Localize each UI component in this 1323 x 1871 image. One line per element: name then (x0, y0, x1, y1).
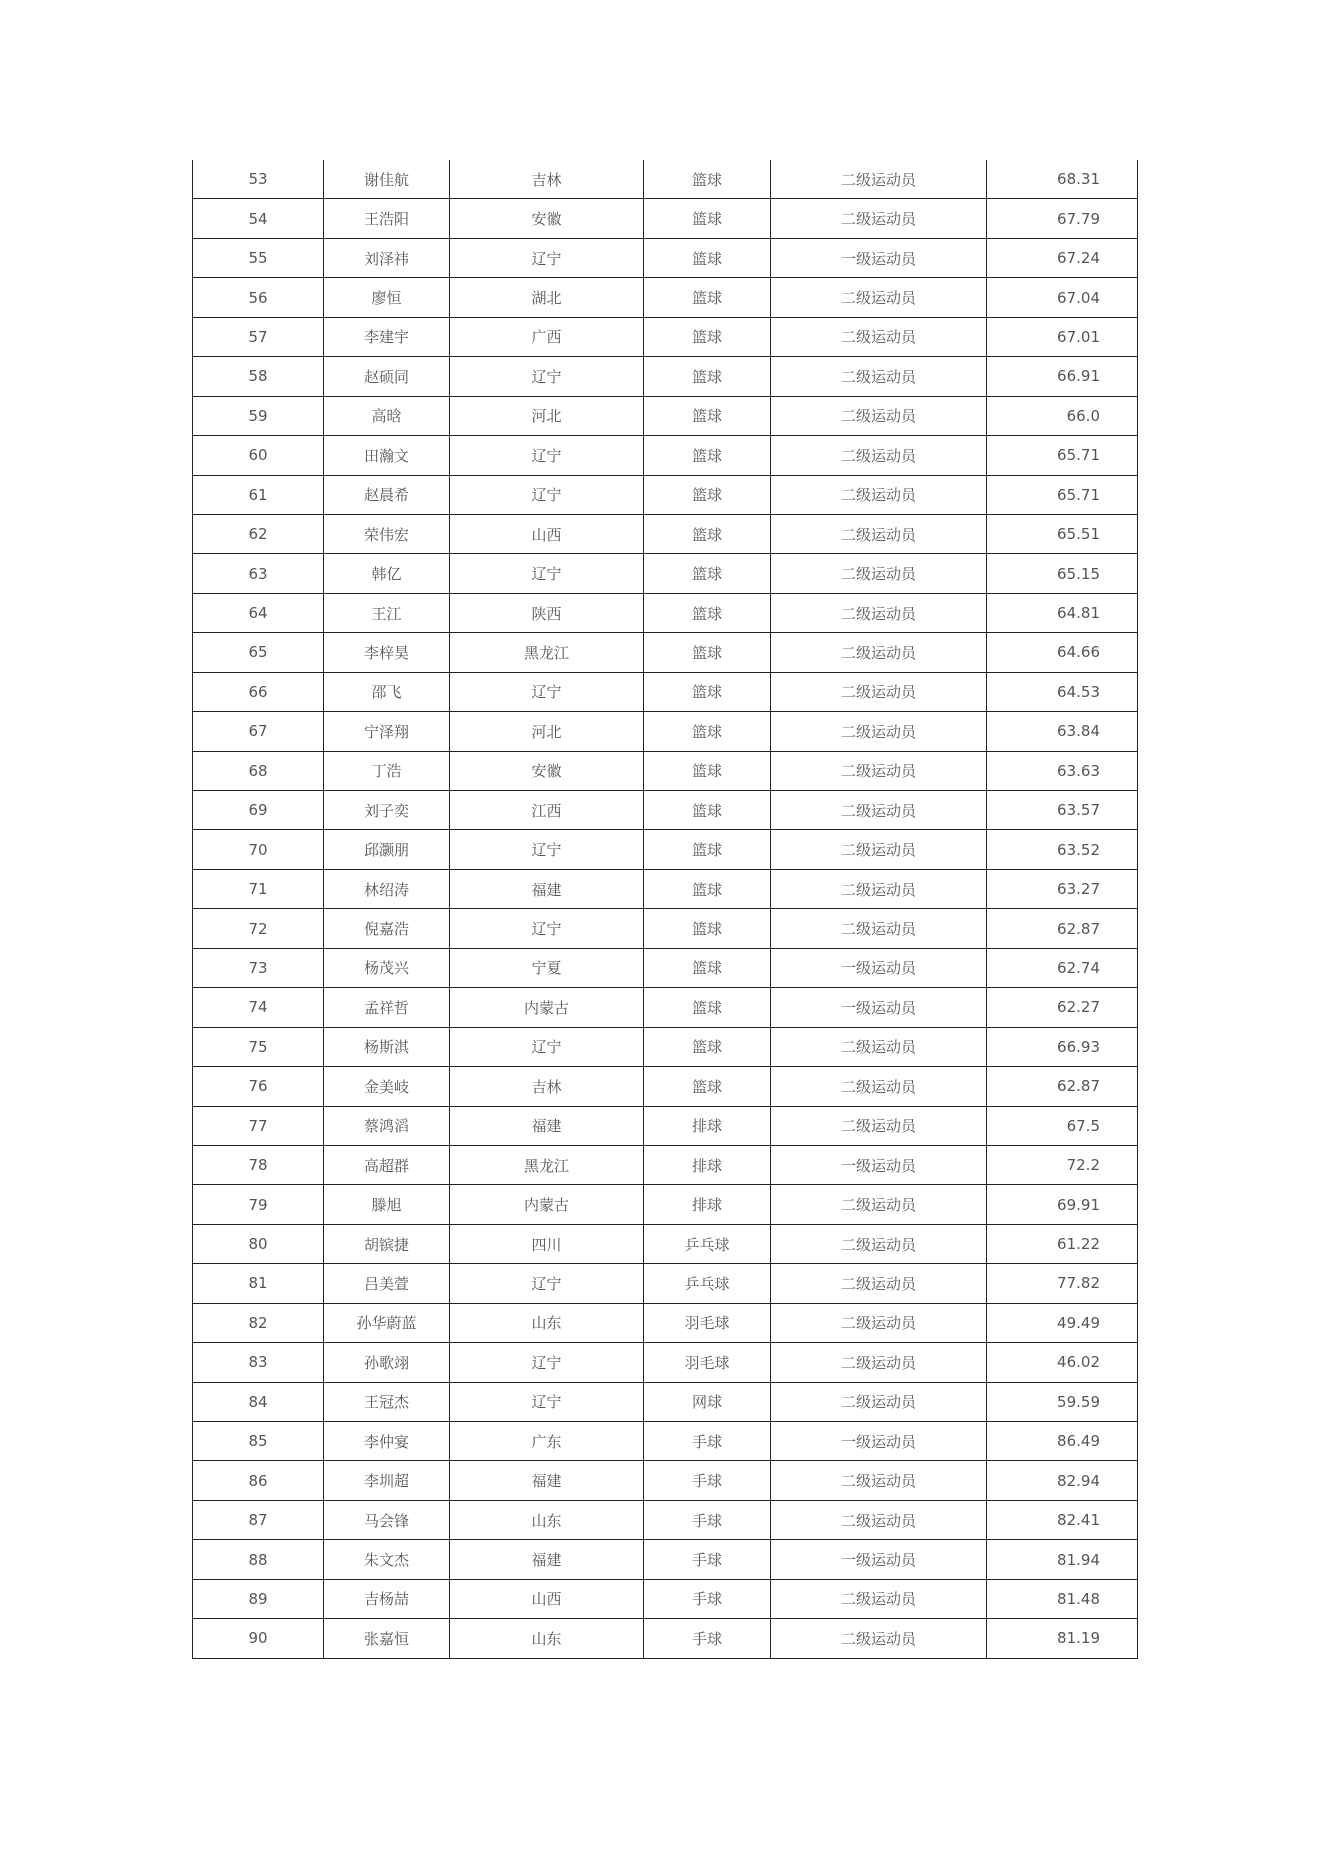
cell-level: 二级运动员 (771, 869, 987, 908)
table-row (193, 238, 1138, 277)
cell-number: 79 (193, 1185, 324, 1224)
cell-number: 60 (193, 436, 324, 475)
cell-level: 二级运动员 (771, 1382, 987, 1421)
cell-province: 宁夏 (450, 948, 644, 987)
cell-score: 62.74 (987, 948, 1138, 987)
cell-name: 王江 (324, 593, 450, 632)
cell-number: 89 (193, 1579, 324, 1618)
table-row (193, 1224, 1138, 1263)
cell-level: 一级运动员 (771, 1540, 987, 1579)
cell-name: 丁浩 (324, 751, 450, 790)
cell-sport: 羽毛球 (644, 1343, 771, 1382)
cell-sport: 羽毛球 (644, 1303, 771, 1342)
table-row (193, 751, 1138, 790)
cell-score: 62.27 (987, 988, 1138, 1027)
cell-sport: 篮球 (644, 514, 771, 553)
cell-province: 辽宁 (450, 830, 644, 869)
cell-number: 63 (193, 554, 324, 593)
cell-province: 福建 (450, 1461, 644, 1500)
cell-name: 孙歌翊 (324, 1343, 450, 1382)
cell-province: 福建 (450, 869, 644, 908)
cell-sport: 篮球 (644, 238, 771, 277)
cell-name: 孟祥哲 (324, 988, 450, 1027)
table-row (193, 633, 1138, 672)
table-row (193, 554, 1138, 593)
cell-score: 66.0 (987, 396, 1138, 435)
cell-score: 66.93 (987, 1027, 1138, 1066)
cell-level: 二级运动员 (771, 1500, 987, 1539)
cell-province: 安徽 (450, 751, 644, 790)
cell-number: 88 (193, 1540, 324, 1579)
cell-sport: 手球 (644, 1579, 771, 1618)
cell-score: 63.52 (987, 830, 1138, 869)
cell-province: 江西 (450, 791, 644, 830)
table-row (193, 1185, 1138, 1224)
cell-score: 59.59 (987, 1382, 1138, 1421)
cell-sport: 篮球 (644, 791, 771, 830)
cell-province: 辽宁 (450, 554, 644, 593)
cell-number: 84 (193, 1382, 324, 1421)
cell-province: 辽宁 (450, 672, 644, 711)
table-row (193, 1343, 1138, 1382)
cell-score: 64.81 (987, 593, 1138, 632)
cell-sport: 篮球 (644, 633, 771, 672)
cell-score: 65.51 (987, 514, 1138, 553)
table-row (193, 948, 1138, 987)
table-row (193, 1382, 1138, 1421)
cell-level: 二级运动员 (771, 1461, 987, 1500)
table-row (193, 1422, 1138, 1461)
cell-number: 81 (193, 1264, 324, 1303)
cell-number: 64 (193, 593, 324, 632)
cell-level: 二级运动员 (771, 396, 987, 435)
cell-province: 山东 (450, 1500, 644, 1539)
cell-sport: 篮球 (644, 1067, 771, 1106)
cell-province: 福建 (450, 1540, 644, 1579)
cell-number: 80 (193, 1224, 324, 1263)
cell-score: 72.2 (987, 1145, 1138, 1184)
table-row (193, 1264, 1138, 1303)
cell-sport: 篮球 (644, 278, 771, 317)
cell-province: 辽宁 (450, 1382, 644, 1421)
cell-name: 杨茂兴 (324, 948, 450, 987)
cell-sport: 篮球 (644, 909, 771, 948)
cell-score: 86.49 (987, 1422, 1138, 1461)
cell-level: 二级运动员 (771, 830, 987, 869)
cell-name: 廖恒 (324, 278, 450, 317)
cell-sport: 手球 (644, 1500, 771, 1539)
cell-score: 46.02 (987, 1343, 1138, 1382)
table-row (193, 317, 1138, 356)
cell-sport: 篮球 (644, 160, 771, 199)
cell-number: 71 (193, 869, 324, 908)
cell-province: 福建 (450, 1106, 644, 1145)
table-row (193, 357, 1138, 396)
cell-score: 65.71 (987, 436, 1138, 475)
cell-level: 二级运动员 (771, 357, 987, 396)
cell-name: 张嘉恒 (324, 1619, 450, 1658)
cell-name: 高超群 (324, 1145, 450, 1184)
cell-name: 刘子奕 (324, 791, 450, 830)
cell-level: 二级运动员 (771, 1303, 987, 1342)
cell-name: 胡镔捷 (324, 1224, 450, 1263)
cell-province: 吉林 (450, 1067, 644, 1106)
cell-level: 二级运动员 (771, 475, 987, 514)
cell-sport: 篮球 (644, 751, 771, 790)
cell-province: 辽宁 (450, 238, 644, 277)
cell-name: 孙华蔚蓝 (324, 1303, 450, 1342)
table-row (193, 712, 1138, 751)
cell-province: 辽宁 (450, 436, 644, 475)
table-body (193, 160, 1138, 1658)
cell-number: 86 (193, 1461, 324, 1500)
cell-score: 62.87 (987, 909, 1138, 948)
cell-province: 山西 (450, 1579, 644, 1618)
cell-province: 吉林 (450, 160, 644, 199)
cell-sport: 篮球 (644, 199, 771, 238)
cell-sport: 篮球 (644, 1027, 771, 1066)
cell-name: 蔡鸿滔 (324, 1106, 450, 1145)
cell-number: 82 (193, 1303, 324, 1342)
cell-name: 刘泽祎 (324, 238, 450, 277)
cell-sport: 篮球 (644, 357, 771, 396)
table-row (193, 830, 1138, 869)
cell-sport: 篮球 (644, 988, 771, 1027)
cell-score: 65.71 (987, 475, 1138, 514)
cell-score: 67.04 (987, 278, 1138, 317)
cell-name: 杨斯淇 (324, 1027, 450, 1066)
cell-level: 一级运动员 (771, 1145, 987, 1184)
cell-level: 二级运动员 (771, 278, 987, 317)
cell-level: 二级运动员 (771, 633, 987, 672)
cell-score: 67.24 (987, 238, 1138, 277)
cell-name: 金美岐 (324, 1067, 450, 1106)
cell-score: 68.31 (987, 160, 1138, 199)
cell-sport: 篮球 (644, 830, 771, 869)
table-row (193, 160, 1138, 199)
cell-province: 陕西 (450, 593, 644, 632)
cell-province: 辽宁 (450, 909, 644, 948)
cell-province: 黑龙江 (450, 633, 644, 672)
cell-province: 辽宁 (450, 1027, 644, 1066)
cell-name: 高晗 (324, 396, 450, 435)
table-row (193, 909, 1138, 948)
cell-level: 一级运动员 (771, 238, 987, 277)
athlete-score-table (192, 160, 1138, 1659)
cell-score: 63.84 (987, 712, 1138, 751)
cell-sport: 篮球 (644, 948, 771, 987)
cell-level: 二级运动员 (771, 672, 987, 711)
cell-score: 63.27 (987, 869, 1138, 908)
table-row (193, 1500, 1138, 1539)
cell-sport: 手球 (644, 1540, 771, 1579)
cell-province: 内蒙古 (450, 988, 644, 1027)
cell-number: 75 (193, 1027, 324, 1066)
cell-province: 辽宁 (450, 475, 644, 514)
cell-number: 67 (193, 712, 324, 751)
table-row (193, 475, 1138, 514)
cell-name: 滕旭 (324, 1185, 450, 1224)
cell-score: 81.19 (987, 1619, 1138, 1658)
cell-number: 76 (193, 1067, 324, 1106)
cell-level: 二级运动员 (771, 1067, 987, 1106)
cell-name: 李建宇 (324, 317, 450, 356)
cell-province: 广东 (450, 1422, 644, 1461)
cell-level: 二级运动员 (771, 1343, 987, 1382)
cell-number: 68 (193, 751, 324, 790)
cell-score: 63.57 (987, 791, 1138, 830)
cell-number: 90 (193, 1619, 324, 1658)
cell-number: 73 (193, 948, 324, 987)
cell-level: 二级运动员 (771, 909, 987, 948)
cell-sport: 排球 (644, 1185, 771, 1224)
cell-number: 56 (193, 278, 324, 317)
cell-province: 安徽 (450, 199, 644, 238)
cell-score: 67.79 (987, 199, 1138, 238)
cell-number: 65 (193, 633, 324, 672)
cell-sport: 篮球 (644, 396, 771, 435)
table-row (193, 1461, 1138, 1500)
cell-number: 57 (193, 317, 324, 356)
cell-province: 山西 (450, 514, 644, 553)
cell-number: 77 (193, 1106, 324, 1145)
cell-level: 二级运动员 (771, 751, 987, 790)
cell-number: 62 (193, 514, 324, 553)
cell-level: 二级运动员 (771, 1619, 987, 1658)
cell-number: 87 (193, 1500, 324, 1539)
cell-level: 二级运动员 (771, 514, 987, 553)
cell-name: 宁泽翔 (324, 712, 450, 751)
cell-number: 61 (193, 475, 324, 514)
cell-number: 83 (193, 1343, 324, 1382)
cell-province: 广西 (450, 317, 644, 356)
cell-score: 62.87 (987, 1067, 1138, 1106)
table-row (193, 1303, 1138, 1342)
cell-sport: 手球 (644, 1461, 771, 1500)
cell-level: 二级运动员 (771, 1106, 987, 1145)
table-row (193, 436, 1138, 475)
cell-level: 二级运动员 (771, 1264, 987, 1303)
cell-name: 李梓昊 (324, 633, 450, 672)
table-row (193, 514, 1138, 553)
cell-sport: 篮球 (644, 317, 771, 356)
cell-score: 82.41 (987, 1500, 1138, 1539)
table-row (193, 1540, 1138, 1579)
cell-sport: 排球 (644, 1106, 771, 1145)
cell-name: 李圳超 (324, 1461, 450, 1500)
cell-number: 59 (193, 396, 324, 435)
cell-level: 二级运动员 (771, 712, 987, 751)
cell-sport: 网球 (644, 1382, 771, 1421)
cell-level: 二级运动员 (771, 160, 987, 199)
cell-level: 一级运动员 (771, 948, 987, 987)
cell-name: 田瀚文 (324, 436, 450, 475)
cell-sport: 篮球 (644, 593, 771, 632)
cell-number: 66 (193, 672, 324, 711)
cell-province: 河北 (450, 396, 644, 435)
cell-sport: 乒乓球 (644, 1264, 771, 1303)
cell-province: 辽宁 (450, 1343, 644, 1382)
cell-score: 67.5 (987, 1106, 1138, 1145)
cell-number: 53 (193, 160, 324, 199)
cell-name: 王冠杰 (324, 1382, 450, 1421)
cell-score: 82.94 (987, 1461, 1138, 1500)
cell-level: 二级运动员 (771, 1185, 987, 1224)
cell-name: 林绍涛 (324, 869, 450, 908)
cell-province: 辽宁 (450, 1264, 644, 1303)
cell-level: 二级运动员 (771, 1027, 987, 1066)
cell-score: 66.91 (987, 357, 1138, 396)
table-row (193, 672, 1138, 711)
cell-sport: 篮球 (644, 672, 771, 711)
cell-score: 77.82 (987, 1264, 1138, 1303)
cell-score: 69.91 (987, 1185, 1138, 1224)
cell-name: 荣伟宏 (324, 514, 450, 553)
cell-number: 72 (193, 909, 324, 948)
cell-province: 辽宁 (450, 357, 644, 396)
cell-score: 81.48 (987, 1579, 1138, 1618)
table-row (193, 199, 1138, 238)
cell-level: 二级运动员 (771, 593, 987, 632)
cell-name: 倪嘉浩 (324, 909, 450, 948)
cell-level: 一级运动员 (771, 988, 987, 1027)
table-row (193, 869, 1138, 908)
cell-number: 58 (193, 357, 324, 396)
table-row (193, 593, 1138, 632)
cell-province: 四川 (450, 1224, 644, 1263)
cell-sport: 篮球 (644, 475, 771, 514)
table-row (193, 1619, 1138, 1658)
table-row (193, 791, 1138, 830)
cell-number: 78 (193, 1145, 324, 1184)
cell-sport: 乒乓球 (644, 1224, 771, 1263)
cell-name: 赵晨希 (324, 475, 450, 514)
cell-number: 70 (193, 830, 324, 869)
table-row (193, 396, 1138, 435)
table-row (193, 1067, 1138, 1106)
cell-province: 山东 (450, 1303, 644, 1342)
cell-name: 吉杨喆 (324, 1579, 450, 1618)
cell-province: 黑龙江 (450, 1145, 644, 1184)
cell-number: 85 (193, 1422, 324, 1461)
cell-province: 山东 (450, 1619, 644, 1658)
cell-sport: 手球 (644, 1422, 771, 1461)
cell-sport: 篮球 (644, 712, 771, 751)
cell-level: 二级运动员 (771, 554, 987, 593)
cell-name: 邱灏朋 (324, 830, 450, 869)
cell-score: 67.01 (987, 317, 1138, 356)
cell-sport: 篮球 (644, 554, 771, 593)
cell-number: 74 (193, 988, 324, 1027)
cell-level: 二级运动员 (771, 199, 987, 238)
cell-number: 55 (193, 238, 324, 277)
cell-score: 61.22 (987, 1224, 1138, 1263)
cell-province: 湖北 (450, 278, 644, 317)
cell-score: 63.63 (987, 751, 1138, 790)
cell-score: 65.15 (987, 554, 1138, 593)
cell-sport: 篮球 (644, 869, 771, 908)
cell-score: 64.53 (987, 672, 1138, 711)
cell-name: 谢佳航 (324, 160, 450, 199)
cell-score: 49.49 (987, 1303, 1138, 1342)
cell-score: 81.94 (987, 1540, 1138, 1579)
table-row (193, 1027, 1138, 1066)
cell-name: 朱文杰 (324, 1540, 450, 1579)
cell-name: 邵飞 (324, 672, 450, 711)
cell-name: 王浩阳 (324, 199, 450, 238)
cell-level: 二级运动员 (771, 1579, 987, 1618)
cell-score: 64.66 (987, 633, 1138, 672)
table-row (193, 988, 1138, 1027)
cell-level: 一级运动员 (771, 1422, 987, 1461)
cell-name: 李仲宴 (324, 1422, 450, 1461)
cell-name: 赵硕同 (324, 357, 450, 396)
table-row (193, 1106, 1138, 1145)
cell-sport: 排球 (644, 1145, 771, 1184)
table-row (193, 1579, 1138, 1618)
cell-province: 河北 (450, 712, 644, 751)
cell-name: 吕美萱 (324, 1264, 450, 1303)
cell-number: 54 (193, 199, 324, 238)
cell-number: 69 (193, 791, 324, 830)
table-row (193, 278, 1138, 317)
cell-name: 马会锋 (324, 1500, 450, 1539)
cell-name: 韩亿 (324, 554, 450, 593)
cell-province: 内蒙古 (450, 1185, 644, 1224)
cell-level: 二级运动员 (771, 791, 987, 830)
cell-sport: 手球 (644, 1619, 771, 1658)
cell-level: 二级运动员 (771, 317, 987, 356)
cell-level: 二级运动员 (771, 436, 987, 475)
table-row (193, 1145, 1138, 1184)
cell-level: 二级运动员 (771, 1224, 987, 1263)
cell-sport: 篮球 (644, 436, 771, 475)
